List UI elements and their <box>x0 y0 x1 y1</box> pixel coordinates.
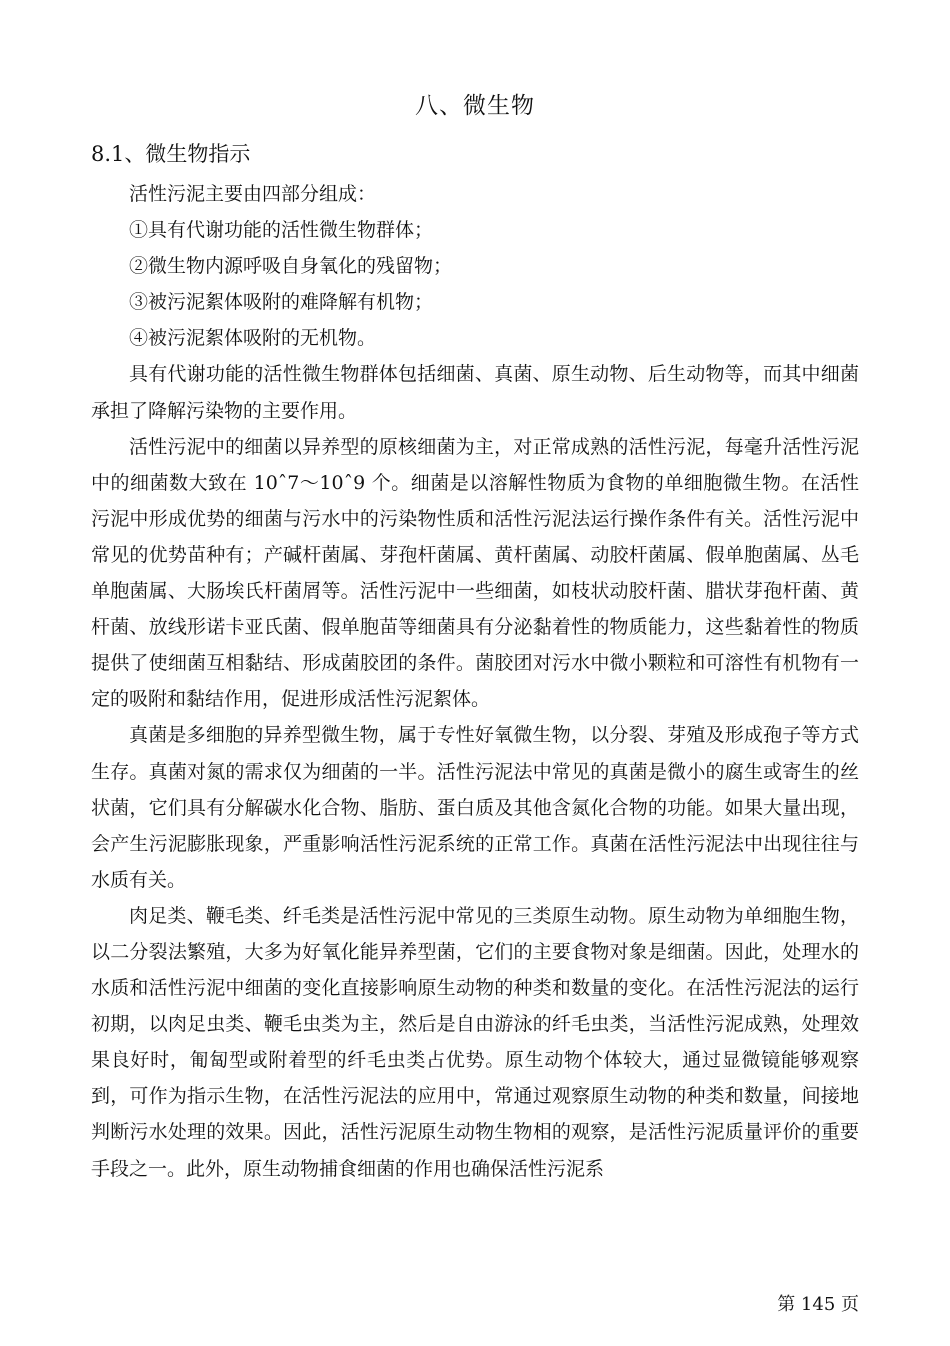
paragraph-microbial-groups: 具有代谢功能的活性微生物群体包括细菌、真菌、原生动物、后生动物等，而其中细菌承担了降解污染物的主要作用。 <box>91 363 859 422</box>
list-item-3: ③被污泥絮体吸附的难降解有机物； <box>129 291 434 314</box>
chapter-title: 八、微生物 <box>415 93 535 119</box>
paragraph-fungi: 真菌是多细胞的异养型微生物，属于专性好氧微生物，以分裂、芽殖及形成孢子等方式生存。真菌对氮的需求仅为细菌的一半。活性污泥法中常见的真菌是微小的腐生或寄生的丝状菌，它们具有分解碳水化合物、脂肪、蛋白质及其他含氮化合物的功能。如果大量出现，会产生污泥膨胀现象，严重影响活性污泥系统的正常工作。真菌在活性污泥法中出现往往与水质有关。 <box>91 724 859 891</box>
paragraph-intro: 活性污泥主要由四部分组成： <box>129 183 377 205</box>
list-item-2: ②微生物内源呼吸自身氧化的残留物； <box>129 255 453 278</box>
list-item-4: ④被污泥絮体吸附的无机物。 <box>129 327 377 350</box>
page-number: 第 145 页 <box>777 1294 859 1315</box>
body-text <box>91 176 859 1187</box>
paragraph-protozoa: 肉足类、鞭毛类、纤毛类是活性污泥中常见的三类原生动物。原生动物为单细胞生物，以二分裂法繁殖，大多为好氧化能异养型菌，它们的主要食物对象是细菌。因此，处理水的水质和活性污泥中细菌的变化直接影响原生动物的种类和数量的变化。在活性污泥法的运行初期，以肉足虫类、鞭毛虫类为主，然后是自由游泳的纤毛虫类，当活性污泥成熟，处理效果良好时，匍匐型或附着型的纤毛虫类占优势。原生动物个体较大，通过显微镜能够观察到，可作为指示生物，在活性污泥法的应用中，常通过观察原生动物的种类和数量，间接地判断污水处理的效果。因此，活性污泥原生动物生物相的观察，是活性污泥质量评价的重要手段之一。此外，原生动物捕食细菌的作用也确保活性污泥系 <box>91 904 859 1180</box>
section-heading: 8.1、微生物指示 <box>91 142 251 166</box>
list-item-1: ①具有代谢功能的活性微生物群体； <box>129 219 434 242</box>
paragraph-bacteria: 活性污泥中的细菌以异养型的原核细菌为主，对正常成熟的活性污泥，每毫升活性污泥中的细菌数大致在 10ˆ7～10ˆ9 个。细菌是以溶解性物质为食物的单细胞微生物。在活性污泥中形成优势的细菌与污水中的污染物性质和活性污泥法运行操作条件有关。活性污泥中常见的优势苗种有；产碱杆菌属、芽孢杆菌属、黄杆菌属、动胶杆菌属、假单胞菌属、丛毛单胞菌属、大肠埃氏杆菌屑等。活性污泥中一些细菌，如枝状动胶杆菌、腊状芽孢杆菌、黄杆菌、放线形诺卡亚氏菌、假单胞苗等细菌具有分泌黏着性的物质能力，这些黏着性的物质提供了使细菌互相黏结、形成菌胶团的条件。菌胶团对污水中微小颗粒和可溶性有机物有一定的吸附和黏结作用，促进形成活性污泥絮体。 <box>91 435 859 711</box>
